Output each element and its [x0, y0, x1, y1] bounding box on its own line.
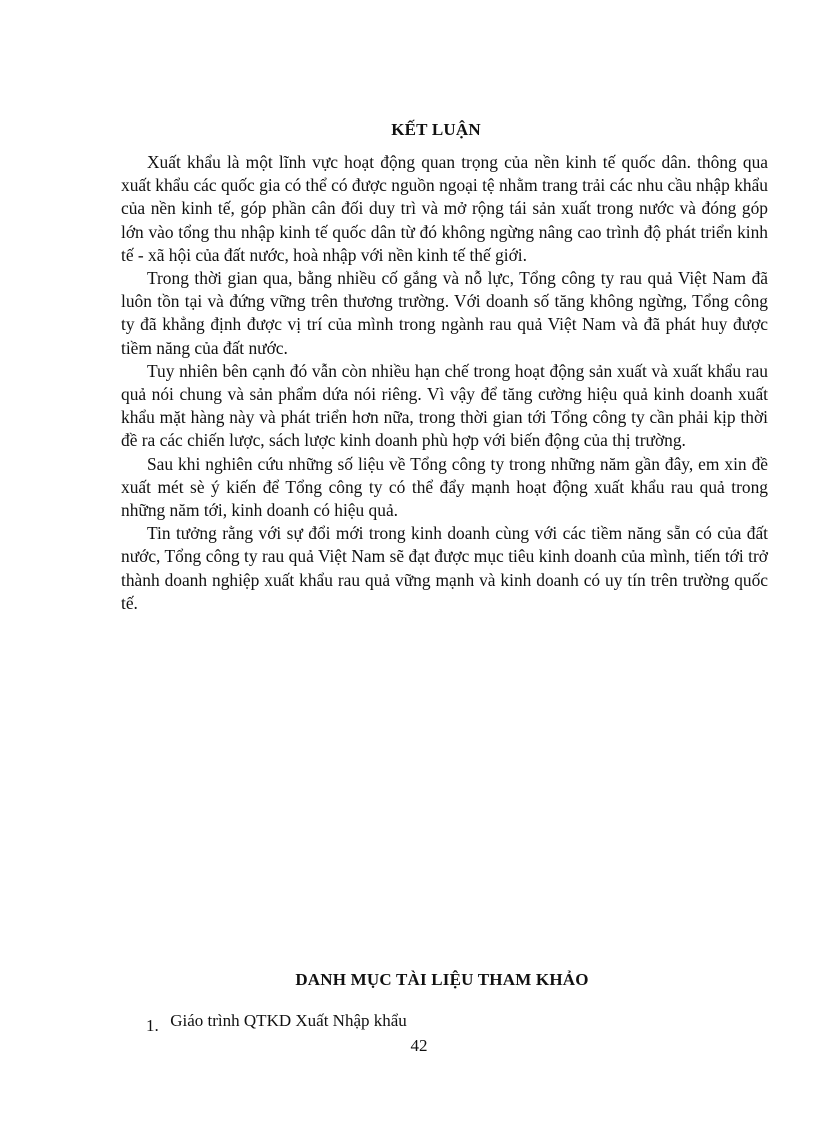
conclusion-body: [121, 151, 768, 615]
conclusion-paragraph: Xuất khẩu là một lĩnh vực hoạt động quan trọng của nền kinh tế quốc dân. thông qua xuất khẩu các quốc gia có thể có được nguồn ngoại tệ nhằm trang trải các nhu cầu nhập khẩu của nền kinh tế, góp phần cân đối duy trì và mở rộng tái sản xuất trong nước và đóng góp lớn vào tổng thu nhập kinh tế quốc dân từ đó không ngừng nâng cao trình độ phát triển kinh tế - xã hội của đất nước, hoà nhập với nền kinh tế thế giới.: [121, 152, 768, 265]
page-number: 42: [410, 1036, 428, 1055]
reference-text: Giáo trình QTKD Xuất Nhập khẩu: [170, 1011, 407, 1030]
references-heading: DANH MỤC TÀI LIỆU THAM KHẢO: [295, 970, 589, 989]
conclusion-heading: KẾT LUẬN: [391, 120, 481, 139]
conclusion-paragraph: Tuy nhiên bên cạnh đó vẫn còn nhiều hạn chế trong hoạt động sản xuất và xuất khẩu rau quả nói chung và sản phẩm dứa nói riêng. Vì vậy để tăng cường hiệu quả kinh doanh xuất khẩu mặt hàng này và phát triển hơn nữa, trong thời gian tới Tổng công ty cần phải kịp thời đề ra các chiến lược, sách lược kinh doanh phù hợp với biến động của thị trường.: [121, 360, 768, 451]
conclusion-paragraph: Sau khi nghiên cứu những số liệu về Tổng công ty trong những năm gần đây, em xin đề xuất mét sè ý kiến để Tổng công ty có thể đẩy mạnh hoạt động xuất khẩu rau quả trong những năm tới, kinh doanh có hiệu quả.: [121, 453, 768, 521]
conclusion-paragraph: Trong thời gian qua, bằng nhiều cố gắng và nỗ lực, Tổng công ty rau quả Việt Nam đã luôn tồn tại và đứng vững trên thương trường. Với doanh số tăng không ngừng, Tổng công ty đã khẳng định được vị trí của mình trong ngành rau quả Việt Nam và đã phát huy được tiềm năng của đất nước.: [121, 268, 768, 358]
reference-number: 1.: [146, 1016, 159, 1035]
conclusion-paragraph: Tin tưởng rằng với sự đổi mới trong kinh doanh cùng với các tiềm năng sẵn có của đất nước, Tổng công ty rau quả Việt Nam sẽ đạt được mục tiêu kinh doanh của mình, tiến tới trở thành doanh nghiệp xuất khẩu rau quả vững mạnh và kinh doanh có uy tín trên trường quốc tế.: [121, 523, 768, 613]
reference-item: [146, 1011, 407, 1035]
